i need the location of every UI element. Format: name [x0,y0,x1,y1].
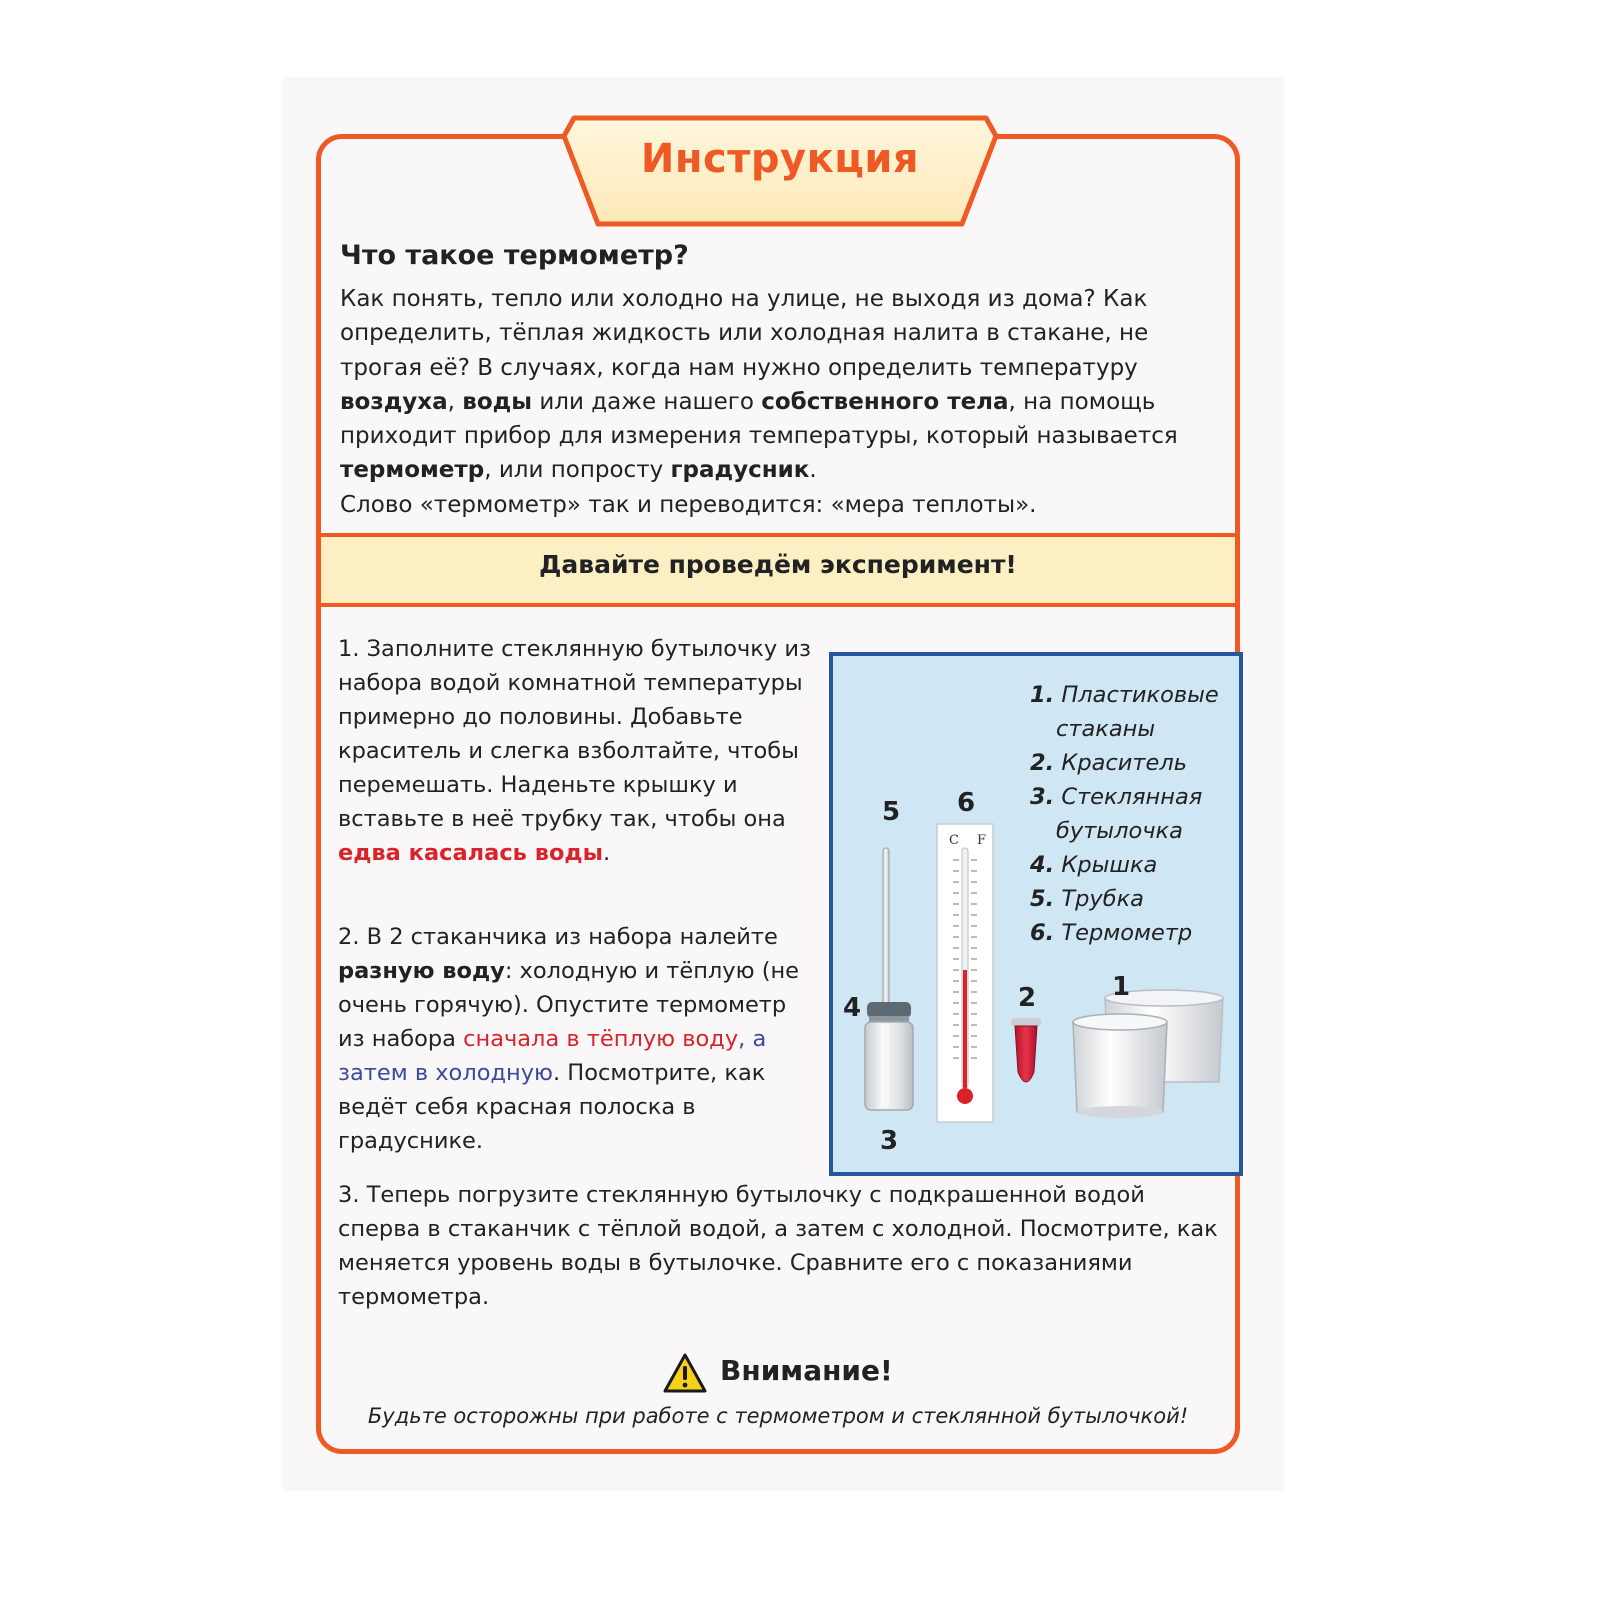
intro-etymology: Слово «термометр» так и переводится: «мера теплоты». [340,491,1037,518]
intro-bold-thermometer: термометр [340,457,485,484]
intro-text: , на помощь приходит прибор для измерения температуры, который называется [340,388,1178,450]
thermometer-figure [937,824,993,1122]
intro-text: , или попросту [484,457,671,484]
figure-label-4: 4 [843,993,862,1023]
tube-figure [883,848,889,1012]
step-2-warm-highlight: сначала в тёплую воду [463,1026,739,1052]
cups-figure [1073,990,1223,1118]
step-2-cold-highlight: , а затем в холодную [338,1026,767,1086]
kit-item-cups: 1. Пластиковые стаканы [1030,682,1219,742]
warning-title: Внимание! [720,1354,893,1387]
step-2 [338,920,818,1158]
kit-list [1030,678,1240,950]
step-1-end: . [602,840,611,866]
step-1 [338,632,818,870]
bottle-figure [865,1002,913,1110]
page-title: Инструкция [640,136,920,182]
warning-text: Будьте осторожны при работе с термометром и стеклянной бутылочкой! [367,1404,1189,1428]
intro-text: или даже нашего [532,388,762,415]
kit-item-bottle: 3. Стеклянная бутылочка [1030,784,1203,844]
warning-triangle-icon [662,1352,708,1394]
dye-figure [1011,1018,1041,1082]
intro-bold-water: воды [462,388,533,415]
figure-label-3: 3 [880,1126,899,1156]
figure-label-2: 2 [1018,983,1037,1013]
figure-label-5: 5 [882,797,901,827]
step-2-text-3: . Посмотрите, как ведёт себя красная полоска в градуснике. [338,1060,766,1154]
step-1-text: 1. Заполните стеклянную бутылочку из набора водой комнатной температуры примерно до половины. Добавьте краситель и слегка взболтайте, чтобы перемешать. Наденьте крышку и вставьте в неё трубку так, чтобы она [338,636,811,832]
intro-bold-air: воздуха [340,388,448,415]
step-2-text: 2. В 2 стаканчика из набора налейте [338,924,778,950]
scale-c-label: C [949,833,959,848]
kit-item-thermometer: 6. Термометр [1030,920,1193,946]
intro-paragraph [340,282,1220,522]
intro-text: . [809,457,817,484]
kit-item-tube: 5. Трубка [1030,886,1144,912]
intro-bold-gradusnik: градусник [670,457,810,484]
figure-label-6: 6 [957,788,976,818]
intro-bold-body: собственного тела [761,388,1009,415]
figure-label-1: 1 [1112,972,1131,1002]
experiment-title: Давайте проведём эксперимент! [539,550,1017,579]
step-3: 3. Теперь погрузите стеклянную бутылочку с подкрашенной водой сперва в стаканчик с тёплой водой, а затем с холодной. Посмотрите, как меняется уровень воды в бутылочке. Сравните его с показаниями термометра. [338,1182,1218,1310]
intro-text: Как понять, тепло или холодно на улице, не выходя из дома? Как определить, тёплая жидкость или холодная налита в стакане, не трогая её? В случаях, когда нам нужно определить температуру [340,286,1149,381]
step-2-text-2: : холодную и тёплую (не очень горячую). Опустите термометр из набора [338,958,800,1052]
step-2-bold: разную воду [338,958,505,984]
intro-heading: Что такое термометр? [340,240,689,271]
intro-text: , [447,388,463,415]
step-1-highlight: едва касалась воды [338,840,603,866]
kit-item-dye: 2. Краситель [1030,750,1187,776]
kit-item-cap: 4. Крышка [1030,852,1158,878]
scale-f-label: F [977,833,987,848]
